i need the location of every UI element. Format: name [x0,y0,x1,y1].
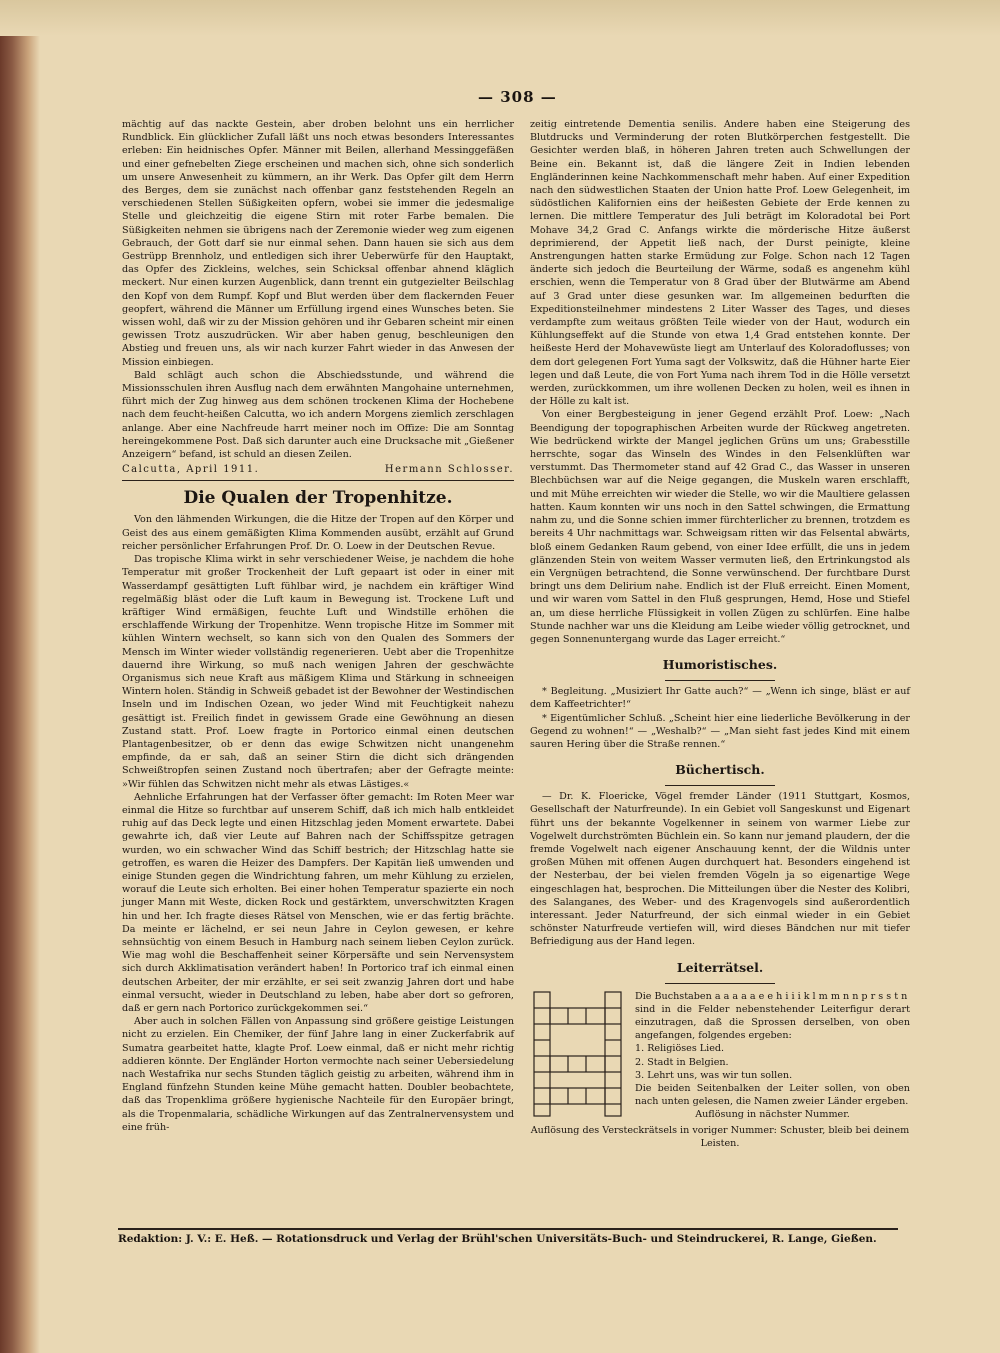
riddle-item-1: 1. Religiöses Lied. [635,1043,725,1055]
article-paragraph-3: Aehnliche Erfahrungen hat der Verfasser öfter gemacht: Im Roten Meer war einmal die Hitze so furchtbar auf unserem Schiff, daß ich mich halb entkleidet ruhig auf das Deck legte und einen Hitzschlag jeden Moment erwartete. Dabei gewahrte ich, daß vier Leute auf Bahren nach der Schiffsspitze getragen wurden, wo ein schwacher Wind das Schiff bestrich; der Hitzschlag hatte sie getroffen, es waren die Heizer des Dampfers. Der Kapitän ließ umwenden und einige Stunden gegen die Windrichtung fahren, um mehr Kühlung zu erzielen, worauf die Leute sich erholten. Bei einer hohen Temperatur spazierte ein noch junger Mann mit Weste, dicken Rock und gestärktem, unverschwitzten Kragen hin und her. Ich fragte dieses Rätsel von Menschen, wie er das fertig brächte. Da meinte er lächelnd, er sei neun Jahre in Ceylon gewesen, er kehre sehnsüchtig von einem Besuch in Hamburg nach seinem lieben Ceylon zurück. Wie mag wohl die Beschaffenheit seiner Körpersäfte und sein Nervensystem sich durch Akklimatisation verändert haben! In Portorico traf ich einmal einen deutschen Arbeiter, der mir erzählte, er sei seit zwanzig Jahren dort und habe einmal versucht, wieder in Deutschland zu leben, habe aber dort so gefroren, daß er gern nach Portorico zurückgekommen sei.“ [122,791,514,1014]
humor-item-2: * Eigentümlicher Schluß. „Scheint hier eine liederliche Bevölkerung in der Gegend zu wohnen!“ — „Weshalb?“ — „Man sieht fast jedes Kind mit einem sauren Hering über die Straße rennen.“ [530,712,910,750]
page-number: — 308 — [478,88,557,106]
imprint-footer: Redaktion: J. V.: E. Heß. — Rotationsdruck und Verlag der Brühl'schen Universitäts-Buch- und Steindruckerei, R. Lange, Gießen. [118,1228,898,1245]
signature-author: Hermann Schlosser. [384,464,514,476]
riddle-title: Leiterrätsel. [676,959,764,975]
intro-paragraph-2: Bald schlägt auch schon die Abschiedsstunde, und während die Missionsschulen ihren Ausflug nach dem erwähnten Mangohaine unternehmen, führt mich der Zug hinweg aus dem schönen trockenen Klima der Hochebene nach dem feucht-heißen Calcutta, wo ich andern Morgens ziemlich zerschlagen anlange. Aber eine Nachfreude harrt meiner noch im Offize: Die am Sonntag hereingekommene Post. Daß sich darunter auch eine Drucksache mit „Gießener Anzeigern“ befand, ist schuld an diesen Zeilen. [122,369,514,461]
divider [122,480,514,481]
right-paragraph-2: Von einer Bergbesteigung in jener Gegend erzählt Prof. Loew: „Nach Beendigung der topographischen Arbeiten wurde der Rückweg angetreten. Wie bedrückend wirkte der Mangel jeglichen Grüns um uns; Grabesstille herrschte, sogar das Winseln des Windes in den Felsenklüften war verstummt. Das Thermometer stand auf 42 Grad C., das Wasser in unseren Blechbüchsen war auf die Neige gegangen, die Muskeln waren erschlafft, und mit Mühe erreichten wir wieder die Stelle, wo wir die Maultiere gelassen hatten. Kaum konnten wir uns noch in den Sattel schwingen, die Ermattung nahm zu, und die Sonne schien immer fürchterlicher zu brennen, trotzdem es bereits 4 Uhr nachmittags war. Schweigsam ritten wir das Felsental abwärts, bloß einem Gedanken Raum gebend, von einer Idee erfüllt, die uns in jedem glänzenden Stein von weitem Wasser vermuten ließ, den Ertrinkungstod als ein Vergnügen betrachtend, die Sonne verwünschend. Der furchtbare Durst bringt uns dem Delirium nahe. Endlich ist der Fluß erreicht. Einen Moment, und wir waren vom Sattel in den Fluß gesprungen, Hemd, Hose und Stiefel an, um diese herrliche Flüssigkeit in vollen Zügen zu schlürfen. Eine halbe Stunde nachher war uns die Kleidung am Leibe wieder völlig getrocknet, und gegen Sonnenuntergang wurde das Lager erreicht.“ [530,409,910,645]
humor-item-1: * Begleitung. „Musiziert Ihr Gatte auch?“ — „Wenn ich singe, bläst er auf dem Kaffeetrichter!“ [530,686,910,711]
riddle-item-2: 2. Stadt in Belgien. [635,1056,729,1068]
riddle-block [530,990,910,1122]
signature-line [122,463,514,476]
riddle-intro: sind in die Felder nebenstehender Leiterfigur derart einzutragen, daß die Sprossen derselben, von oben angefangen, folgendes ergeben: [635,1003,910,1042]
intro-paragraph-1: mächtig auf das nackte Gestein, aber droben belohnt uns ein herrlicher Rundblick. Ein glücklicher Zufall läßt uns noch etwas besonders Interessantes erleben: Ein heidnisches Opfer. Männer mit Beilen, allerhand Messinggefäßen und einer gefnebelten Ziege erscheinen und machen sich, ohne sich sonderlich um unsere Anwesenheit zu kümmern, an ihr Werk. Das Opfer gilt dem Herrn des Berges, dem sie zunächst nach offenbar ganz feststehenden Regeln an verschiedenen Stellen Süßigkeiten opfern, wobei sie immer die jedesmalige Stelle und gleichzeitig die eigene Stirn mit roter Farbe bemalen. Die Süßigkeiten nehmen sie übrigens nach der Zeremonie wieder weg zum eigenen Gebrauch, der Gott darf sie nur einmal sehen. Dann hauen sie sich aus dem Gestrüpp Brennholz, und entledigen sich ihrer Ueberwürfe für den Hauptakt, das Opfer des Zickleins, welches, sein Schicksal offenbar ahnend kläglich meckert. Nur einen kurzen Augenblick, dann trennt ein gutgezielter Beilschlag den Kopf von dem Rumpf. Kopf und Blut werden über dem flackernden Feuer geopfert, während die Männer um Erfüllung irgend eines Wunsches beten. Sie wissen wohl, daß wir zu der Mission gehören und ihr Gebaren scheint mir einen gewissen Trotz auszudrücken. Wir aber haben genug, beschleunigen den Abstieg und freuen uns, als wir nach kurzer Fahrt wieder in das Anwesen der Mission einbiegen. [122,119,514,368]
riddle-letters: Die Buchstaben a a a a a e e h i i i k l m m n n p r s s t n [635,990,908,1002]
riddle-outro: Die beiden Seitenbalken der Leiter sollen, von oben nach unten gelesen, die Namen zweier Länder ergeben. [635,1083,910,1108]
books-paragraph: — Dr. K. Floericke, Vögel fremder Länder (1911 Stuttgart, Kosmos, Gesellschaft der Naturfreunde). In ein Gebiet voll Sangeskunst und Eigenart führt uns der bekannte Vogelkenner in seinem von warmer Liebe zur Vogelwelt durchströmten Büchlein ein. So kann nur jemand plaudern, der die fremde Vogelwelt nach eigener Anschauung kennt, der die Wildnis unter großen Mühen mit offenen Augen durchquert hat. Besonders eingehend ist der Nesterbau, der bei vielen fremden Vögeln ja so eigenartige Wege eingeschlagen hat, besprochen. Die Mitteilungen über die Nester des Kolibri, des Salanganes, des Weber- und des Kragenvogels sind außerordentlich interessant. Jeder Naturfreund, der sich einmal wieder in ein Gebiet schönster Naturfreude vertiefen will, wird dieses Bändchen nur mit tiefer Befriedigung aus der Hand legen. [530,791,910,948]
article-paragraph-2: Das tropische Klima wirkt in sehr verschiedener Weise, je nachdem die hohe Temperatur mit großer Trockenheit der Luft gepaart ist oder in einer mit Wasserdampf gesättigten Luft fühlbar wird, je nachdem ein kräftiger Wind regelmäßig bläst oder die Luft kaum in Bewegung ist. Trockene Luft und kräftiger Wind ermäßigen, feuchte Luft und Windstille erhöhen die erschlaffende Wirkung der Tropenhitze. Wenn tropische Hitze im Sommer mit kühlen Wintern wechselt, so kann sich von den Qualen des Sommers der Mensch im Winter wieder vollständig regenerieren. Uebt aber die Tropenhitze dauernd ihre Wirkung, so muß nach wenigen Jahren der geschwächte Organismus sich neue Kraft aus mäßigem Klima und Stärkung in schneeigen Wintern holen. Ständig in Schweiß gebadet ist der Bewohner der Westindischen Inseln und im Indischen Ozean, wo jeder Wind mit Feuchtigkeit nahezu gesättigt ist. Freilich findet in gewissem Grade eine Gewöhnung an diesen Zustand statt. Prof. Loew fragte in Portorico einmal einen deutschen Plantagenbesitzer, ob er denn das ewige Schwitzen nicht unangenehm empfinde, da er sah, daß an seiner Stirn die dicht sich drängenden Schweißtropfen seinen Zustand noch übertrafen; aber der Gefragte meinte: »Wir fühlen das Schwitzen nicht mehr als etwas Lästiges.« [122,554,514,790]
book-spine [0,0,40,1353]
page-top-edge [0,0,1000,36]
previous-solution: Auflösung des Versteckrätsels in voriger Nummer: Schuster, bleib bei deinem Leisten. [530,1124,910,1149]
riddle-text [635,990,910,1122]
article-paragraph-4: Aber auch in solchen Fällen von Anpassung sind größere geistige Leistungen nicht zu erzielen. Ein Chemiker, der fünf Jahre lang in einer Zuckerfabrik auf Sumatra gearbeitet hatte, klagte Prof. Loew einmal, daß er nicht mehr richtig addieren könnte. Der Engländer Horton vermochte nach seiner Uebersiedelung nach Westafrika nur sechs Stunden täglich geistig zu arbeiten, während ihm in England fünfzehn Stunden keine Mühe gemacht hatten. Doubler beobachtete, daß das Tropenklima größere hygienische Nachteile für den Europäer bringt, als die Tropenmalaria, schädliche Wirkungen auf das Zentralnervensystem und eine früh- [122,1016,514,1133]
right-column [530,118,910,1150]
right-paragraph-1: zeitig eintretende Dementia senilis. Andere haben eine Steigerung des Blutdrucks und Verminderung der roten Blutkörperchen festgestellt. Die Gesichter werden blaß, in höheren Jahren treten auch Schwellungen der Beine ein. Bekannt ist, daß die längere Zeit in Indien lebenden Engländerinnen keine Nachkommenschaft mehr haben. Auf einer Expedition nach den südwestlichen Staaten der Union hatte Prof. Loew Gelegenheit, im südöstlichen Kalifornien eins der heißesten Gebiete der Erde kennen zu lernen. Die mittlere Temperatur des Juli beträgt im Koloradotal bei Port Mohave 34,2 Grad C. Anfangs wirkte die mörderische Hitze äußerst deprimierend, der Appetit ließ nach, der Durst peinigte, kleine Anstrengungen hatten starke Ermüdung zur Folge. Schon nach 12 Tagen änderte sich jedoch die Beurteilung der Wärme, sodaß es angenehm kühl erschien, wenn die Temperatur von 8 Grad über der Blutwärme am Abend auf 3 Grad unter diese gesunken war. Im allgemeinen bedurften die Expeditionsteilnehmer mindestens 2 Liter Wasser des Tages, und dieses verdampfte zum weitaus größten Teile wieder von der Haut, wodurch ein Kühlungseffekt auf die Stunde von etwa 1,4 Grad entstehen konnte. Der heißeste Herd der Mohavewüste liegt am Unterlauf des Koloradoflusses; von dem dort gelegenen Fort Yuma sagt der Volkswitz, daß die Hühner harte Eier legen und daß Leute, die von Fort Yuma nach ihrem Tod in die Hölle versetzt werden, zurückkommen, um ihre wollenen Decken zu holen, weil es ihnen in der Hölle zu kalt ist. [530,119,910,408]
article-title: Die Qualen der Tropenhitze. [183,488,453,509]
books-divider [665,785,775,786]
riddle-divider [665,983,775,984]
ladder-figure [530,990,625,1118]
article-paragraph-1: Von den lähmenden Wirkungen, die die Hitze der Tropen auf den Körper und Geist des aus einem gemäßigten Klima Kommenden ausübt, erzählt auf Grund reicher persönlicher Erfahrungen Prof. Dr. O. Loew in der Deutschen Revue. [122,514,514,552]
humor-divider [665,680,775,681]
books-title: Büchertisch. [675,762,765,778]
riddle-solution-note: Auflösung in nächster Nummer. [695,1109,850,1121]
left-column [122,118,514,1134]
signature-place: Calcutta, April 1911. [122,464,260,476]
humor-title: Humoristisches. [662,657,778,673]
riddle-item-3: 3. Lehrt uns, was wir tun sollen. [635,1069,793,1081]
